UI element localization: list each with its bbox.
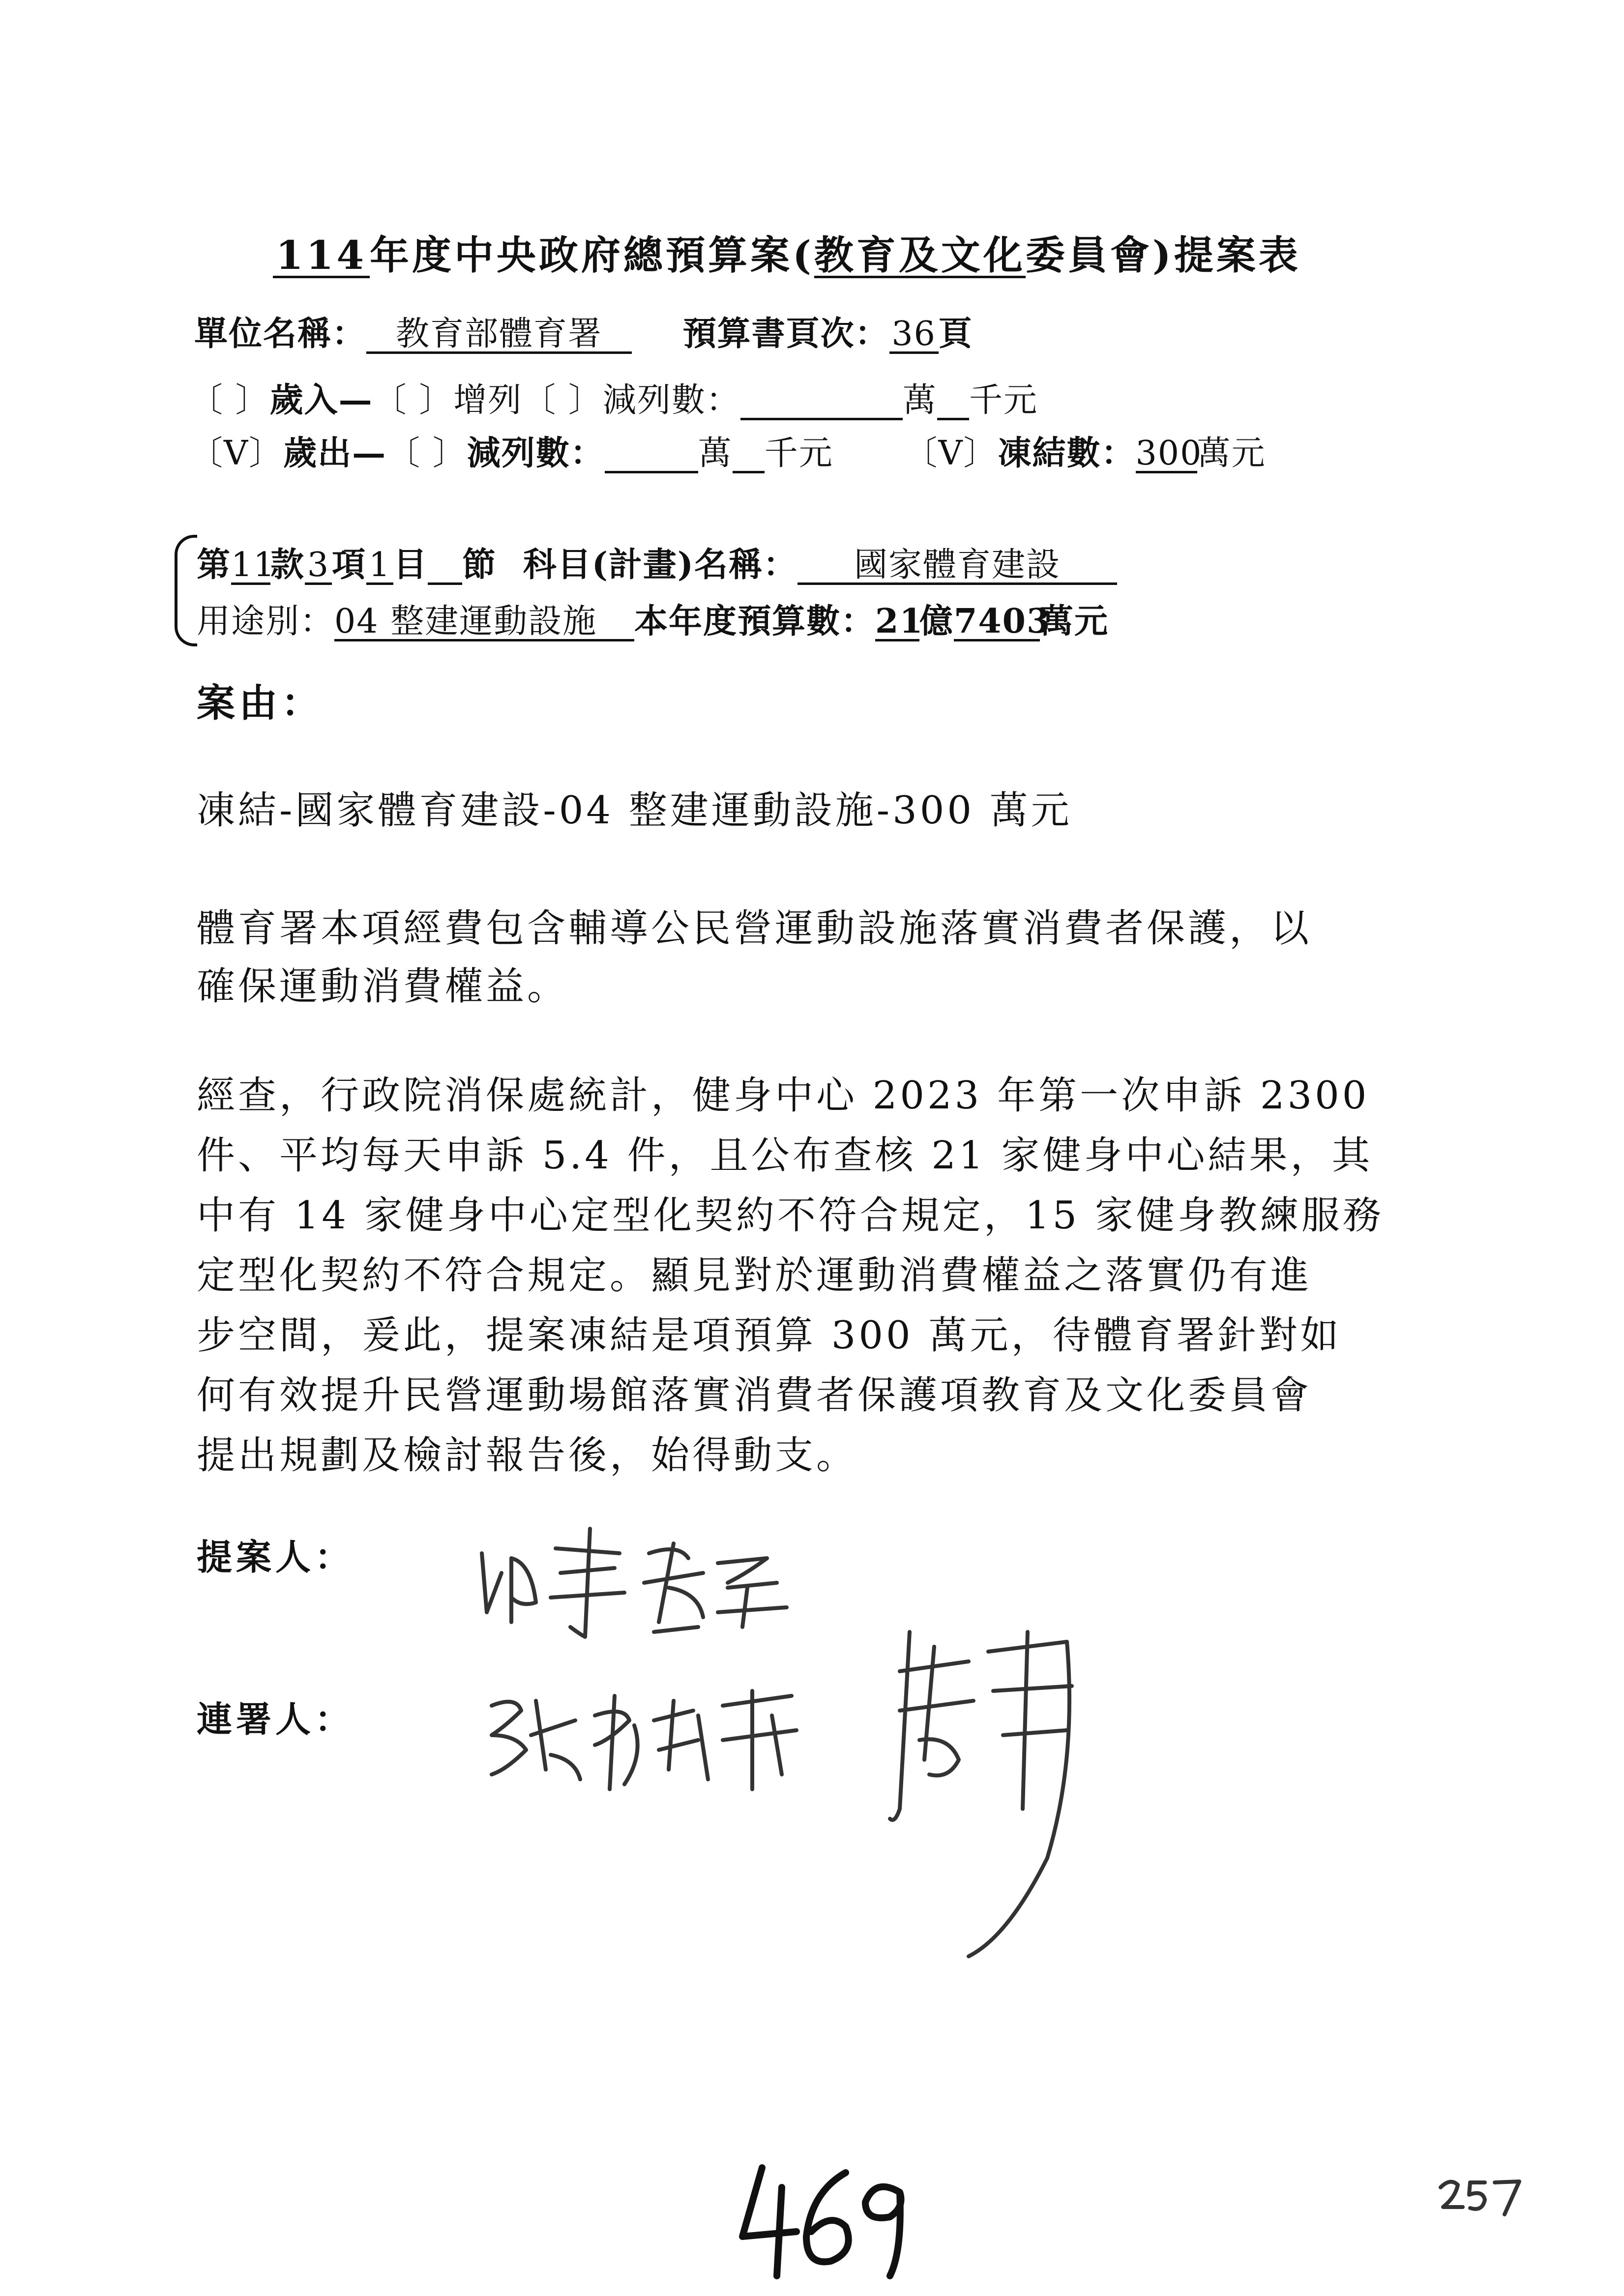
title-year: 114 — [273, 234, 370, 278]
title-committee: 教育及文化 — [814, 232, 1026, 278]
paragraph-2 — [197, 900, 1312, 1016]
paragraph-line: 件、平均每天申訴 5.4 件，且公布查核 21 家健身中心結果，其 — [197, 1133, 1373, 1178]
revenue-checkbox: 〔 〕 — [189, 381, 270, 420]
kuan-value: 11 — [231, 546, 276, 584]
revenue-label: 歲入— — [269, 380, 373, 420]
xiang-label: 項 — [332, 545, 367, 584]
proposer-signature — [472, 1514, 806, 1642]
reason-label: 案由： — [197, 681, 324, 726]
paragraph-line: 確保運動消費權益。 — [197, 964, 569, 1009]
jie-label: 節 — [462, 545, 497, 584]
cosigner-signature-1 — [477, 1661, 821, 1809]
cosigner-signature-2 — [880, 1612, 1087, 1966]
budget-label: 本年度預算數： — [634, 602, 876, 641]
revenue-qian-blank — [937, 383, 969, 420]
revenue-cut-label: 減列數： — [602, 381, 740, 420]
expense-cut-checkbox: 〔 〕 — [386, 434, 467, 473]
expense-checkbox: 〔V〕 — [189, 434, 284, 473]
paragraph-3 — [197, 1066, 1384, 1485]
paragraph-line: 何有效提升民營運動場館落實消費者保護項教育及文化委員會 — [197, 1373, 1312, 1418]
handwritten-corner-number — [1436, 2173, 1524, 2217]
budget-wan-label: 萬元 — [1040, 602, 1109, 641]
kuan-label: 款 — [270, 545, 305, 584]
unit-value: 教育部體育署 — [366, 317, 632, 354]
freeze-label: 凍結數： — [998, 434, 1136, 473]
budget-yi-value: 21 — [875, 602, 924, 641]
freeze-unit: 萬元 — [1197, 434, 1266, 473]
page-value: 36 — [889, 317, 939, 354]
mu-label: 目 — [393, 545, 428, 584]
freeze-checkbox: 〔V〕 — [904, 434, 998, 473]
paragraph-line: 提出規劃及檢討報告後，始得動支。 — [197, 1433, 858, 1478]
revenue-add-checkbox: 〔 〕 — [373, 381, 454, 420]
xiang-value: 3 — [305, 548, 332, 585]
revenue-row — [189, 374, 1038, 421]
subject-label: 科目(計畫)名稱： — [523, 545, 798, 584]
budget-yi-label: 億 — [919, 602, 954, 641]
revenue-qian: 千元 — [969, 381, 1038, 420]
paragraph-line: 中有 14 家健身中心定型化契約不符合規定，15 家健身教練服務 — [197, 1193, 1384, 1238]
page-label: 預算書頁次： — [682, 314, 889, 353]
revenue-cut-blank — [740, 383, 903, 420]
unit-label: 單位名稱： — [194, 314, 367, 353]
revenue-add-label: 增列 — [453, 381, 523, 420]
page-unit: 頁 — [938, 314, 973, 353]
item-bracket — [175, 535, 197, 646]
usage-value: 04 整建運動設施 — [334, 604, 634, 641]
expense-wan: 萬 — [698, 434, 733, 473]
usage-label: 用途別： — [197, 602, 335, 641]
expense-row — [189, 427, 1266, 474]
title-end: 委員會)提案表 — [1025, 232, 1301, 278]
paragraph-line: 凍結-國家體育建設-04 整建運動設施-300 萬元 — [197, 788, 1072, 833]
revenue-wan: 萬 — [902, 381, 937, 420]
paragraph-line: 步空間，爰此，提案凍結是項預算 300 萬元，待體育署針對如 — [197, 1313, 1342, 1358]
usage-row — [197, 595, 1109, 642]
paragraph-1 — [197, 782, 1072, 840]
expense-label: 歲出— — [283, 434, 387, 473]
cosigner-label: 連署人： — [197, 1698, 354, 1740]
paragraph-line: 經查，行政院消保處統計，健身中心 2023 年第一次申訴 2300 — [197, 1074, 1370, 1118]
expense-qian-blank — [733, 436, 765, 473]
kuan-prefix: 第 — [197, 545, 232, 584]
subject-value: 國家體育建設 — [797, 548, 1117, 585]
jie-blank — [428, 548, 462, 585]
paragraph-line: 體育署本項經費包含輔導公民營運動設施落實消費者保護，以 — [197, 906, 1312, 951]
expense-qian: 千元 — [764, 434, 833, 473]
revenue-cut-checkbox: 〔 〕 — [522, 381, 603, 420]
paragraph-line: 定型化契約不符合規定。顯見對於運動消費權益之落實仍有進 — [197, 1253, 1312, 1298]
proposer-label: 提案人： — [197, 1536, 354, 1578]
unit-row — [194, 307, 973, 355]
expense-cut-label: 減列數： — [467, 434, 605, 473]
handwritten-page-number — [733, 2153, 919, 2281]
freeze-value: 300 — [1135, 434, 1203, 473]
title-middle: 年度中央政府總預算案( — [370, 232, 814, 278]
budget-wan-value: 7403 — [954, 602, 1051, 641]
expense-cut-blank — [605, 436, 698, 473]
form-title — [273, 224, 1301, 280]
item-row — [197, 538, 1117, 586]
mu-value: 1 — [366, 548, 393, 585]
